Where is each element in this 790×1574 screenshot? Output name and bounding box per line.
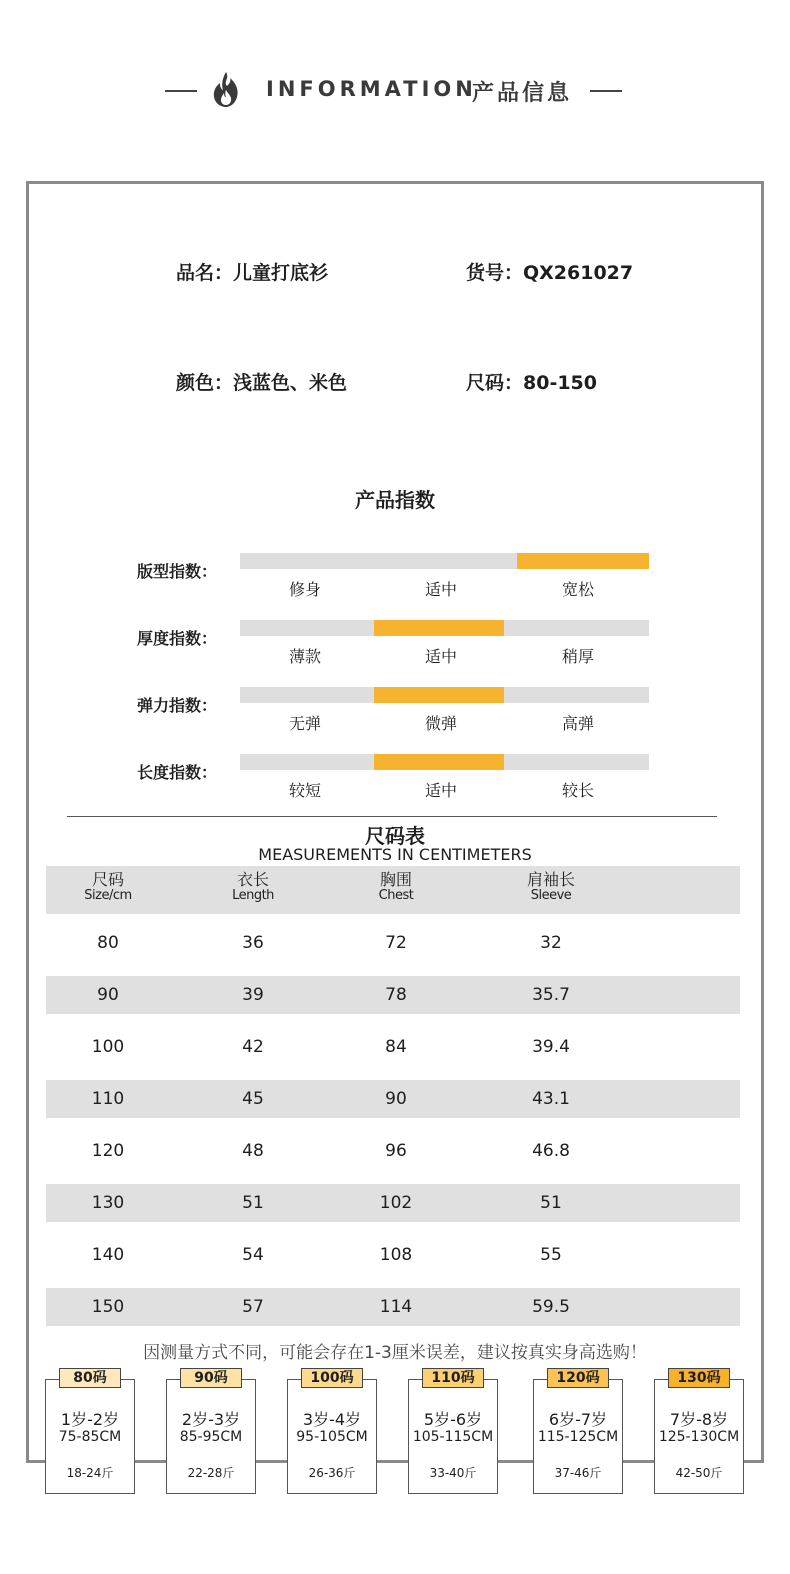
index-option: 微弹 (424, 714, 457, 733)
cell-length: 57 (242, 1297, 264, 1317)
size-card (533, 1379, 623, 1494)
size-chart-subtitle: MEASUREMENTS IN CENTIMETERS (258, 845, 532, 864)
size-card-age: 5岁-6岁 (423, 1410, 483, 1429)
size-card-age: 7岁-8岁 (669, 1410, 729, 1429)
index-selected-segment (374, 687, 504, 703)
cell-sleeve: 32 (540, 933, 562, 953)
cell-chest: 114 (379, 1297, 413, 1317)
table-row (46, 1184, 740, 1222)
index-label: 版型指数： (137, 562, 218, 581)
cell-length: 36 (242, 933, 264, 953)
index-option: 较短 (288, 781, 321, 800)
cell-length: 54 (242, 1245, 264, 1265)
cell-chest: 90 (385, 1089, 407, 1109)
col-header-length (183, 871, 323, 904)
index-option: 适中 (424, 647, 457, 666)
index-track (240, 687, 649, 703)
size-card-height: 75-85CM (58, 1429, 122, 1445)
cell-chest: 78 (385, 985, 407, 1005)
size-card-age: 3岁-4岁 (302, 1410, 362, 1429)
size-card-tag: 130码 (668, 1368, 730, 1388)
cell-chest: 96 (385, 1141, 407, 1161)
size-card-height: 125-130CM (658, 1429, 740, 1445)
col-header-chest (326, 871, 466, 904)
table-row (46, 1028, 740, 1066)
col-header-sleeve-cn: 肩袖长 (526, 870, 575, 889)
index-track (240, 620, 649, 636)
header-title-cn: 产品信息 (472, 81, 573, 106)
cell-length: 51 (242, 1193, 264, 1213)
table-row (46, 976, 740, 1014)
size-card-weight: 37-46斤 (554, 1466, 602, 1480)
index-option: 适中 (424, 580, 457, 599)
col-header-length-en: Length (232, 888, 274, 904)
cell-sleeve: 55 (540, 1245, 562, 1265)
cell-length: 39 (242, 985, 264, 1005)
index-title: 产品指数 (355, 488, 435, 512)
size-card-weight: 22-28斤 (187, 1466, 235, 1480)
index-selected-segment (374, 620, 504, 636)
index-selected-segment (374, 754, 504, 770)
flame-logo-icon (209, 70, 243, 108)
cell-size: 140 (91, 1245, 125, 1265)
cell-size: 130 (91, 1193, 125, 1213)
index-option: 高弹 (561, 714, 594, 733)
index-row (0, 620, 790, 672)
size-card-tag: 100码 (301, 1368, 363, 1388)
col-header-size-cn: 尺码 (91, 870, 124, 889)
index-row (0, 687, 790, 739)
index-row (0, 553, 790, 605)
cell-size: 90 (97, 985, 119, 1005)
cell-sleeve: 43.1 (532, 1089, 570, 1109)
index-label: 厚度指数： (137, 629, 218, 648)
col-header-sleeve-en: Sleeve (530, 888, 572, 904)
cell-sleeve: 35.7 (532, 985, 570, 1005)
cell-size: 150 (91, 1297, 125, 1317)
cell-chest: 84 (385, 1037, 407, 1057)
size-card-age: 1岁-2岁 (60, 1410, 120, 1429)
header-rule-right (590, 90, 622, 92)
product-sku: 货号：QX261027 (466, 262, 634, 284)
size-chart-title: 尺码表 (365, 824, 425, 848)
table-row (46, 1288, 740, 1326)
index-label: 长度指数： (137, 763, 218, 782)
cell-sleeve: 51 (540, 1193, 562, 1213)
size-table-header (46, 866, 740, 914)
size-card-age: 6岁-7岁 (548, 1410, 608, 1429)
table-row (46, 1080, 740, 1118)
index-option: 较长 (561, 781, 594, 800)
cell-chest: 102 (379, 1193, 413, 1213)
size-card (408, 1379, 498, 1494)
col-header-size-en: Size/cm (84, 888, 132, 904)
table-row (46, 924, 740, 962)
size-card (45, 1379, 135, 1494)
size-card (287, 1379, 377, 1494)
index-row (0, 754, 790, 806)
size-card-weight: 42-50斤 (675, 1466, 723, 1480)
cell-size: 120 (91, 1141, 125, 1161)
size-card (654, 1379, 744, 1494)
index-track (240, 754, 649, 770)
size-card-weight: 26-36斤 (308, 1466, 356, 1480)
size-card-tag: 90码 (180, 1368, 242, 1388)
cell-length: 42 (242, 1037, 264, 1057)
header-rule-left (165, 90, 197, 92)
index-option: 适中 (424, 781, 457, 800)
table-row (46, 1236, 740, 1274)
table-row (46, 1132, 740, 1170)
col-header-size (38, 871, 178, 904)
header-title-en: INFORMATION (266, 77, 477, 101)
index-track (240, 553, 649, 569)
size-card-age: 2岁-3岁 (181, 1410, 241, 1429)
index-option: 稍厚 (561, 647, 594, 666)
measurement-note: 因测量方式不同，可能会存在1-3厘米误差，建议按真实身高选购！ (143, 1343, 647, 1363)
index-option: 修身 (288, 580, 321, 599)
col-header-chest-cn: 胸围 (379, 870, 412, 889)
index-option: 薄款 (288, 647, 321, 666)
size-card-weight: 33-40斤 (429, 1466, 477, 1480)
section-divider (67, 816, 717, 817)
size-card (166, 1379, 256, 1494)
index-option: 宽松 (561, 580, 594, 599)
size-card-tag: 120码 (547, 1368, 609, 1388)
size-card-height: 105-115CM (412, 1429, 494, 1445)
cell-size: 80 (97, 933, 119, 953)
product-size-range: 尺码：80-150 (466, 372, 597, 394)
size-card-tag: 80码 (59, 1368, 121, 1388)
index-option: 无弹 (288, 714, 321, 733)
size-card-height: 95-105CM (296, 1429, 368, 1445)
size-card-weight: 18-24斤 (66, 1466, 114, 1480)
cell-size: 110 (91, 1089, 125, 1109)
col-header-chest-en: Chest (378, 888, 414, 904)
cell-chest: 72 (385, 933, 407, 953)
size-card-tag: 110码 (422, 1368, 484, 1388)
cell-sleeve: 59.5 (532, 1297, 570, 1317)
index-label: 弹力指数： (137, 696, 218, 715)
product-color: 颜色：浅蓝色、米色 (176, 372, 348, 394)
size-card-height: 85-95CM (179, 1429, 243, 1445)
cell-sleeve: 39.4 (532, 1037, 570, 1057)
index-selected-segment (517, 553, 649, 569)
product-name: 品名：儿童打底衫 (176, 262, 329, 284)
cell-length: 45 (242, 1089, 264, 1109)
cell-size: 100 (91, 1037, 125, 1057)
col-header-length-cn: 衣长 (236, 870, 269, 889)
size-card-height: 115-125CM (537, 1429, 619, 1445)
col-header-sleeve (481, 871, 621, 904)
section-header (0, 66, 790, 114)
cell-length: 48 (242, 1141, 264, 1161)
cell-sleeve: 46.8 (532, 1141, 570, 1161)
cell-chest: 108 (379, 1245, 413, 1265)
